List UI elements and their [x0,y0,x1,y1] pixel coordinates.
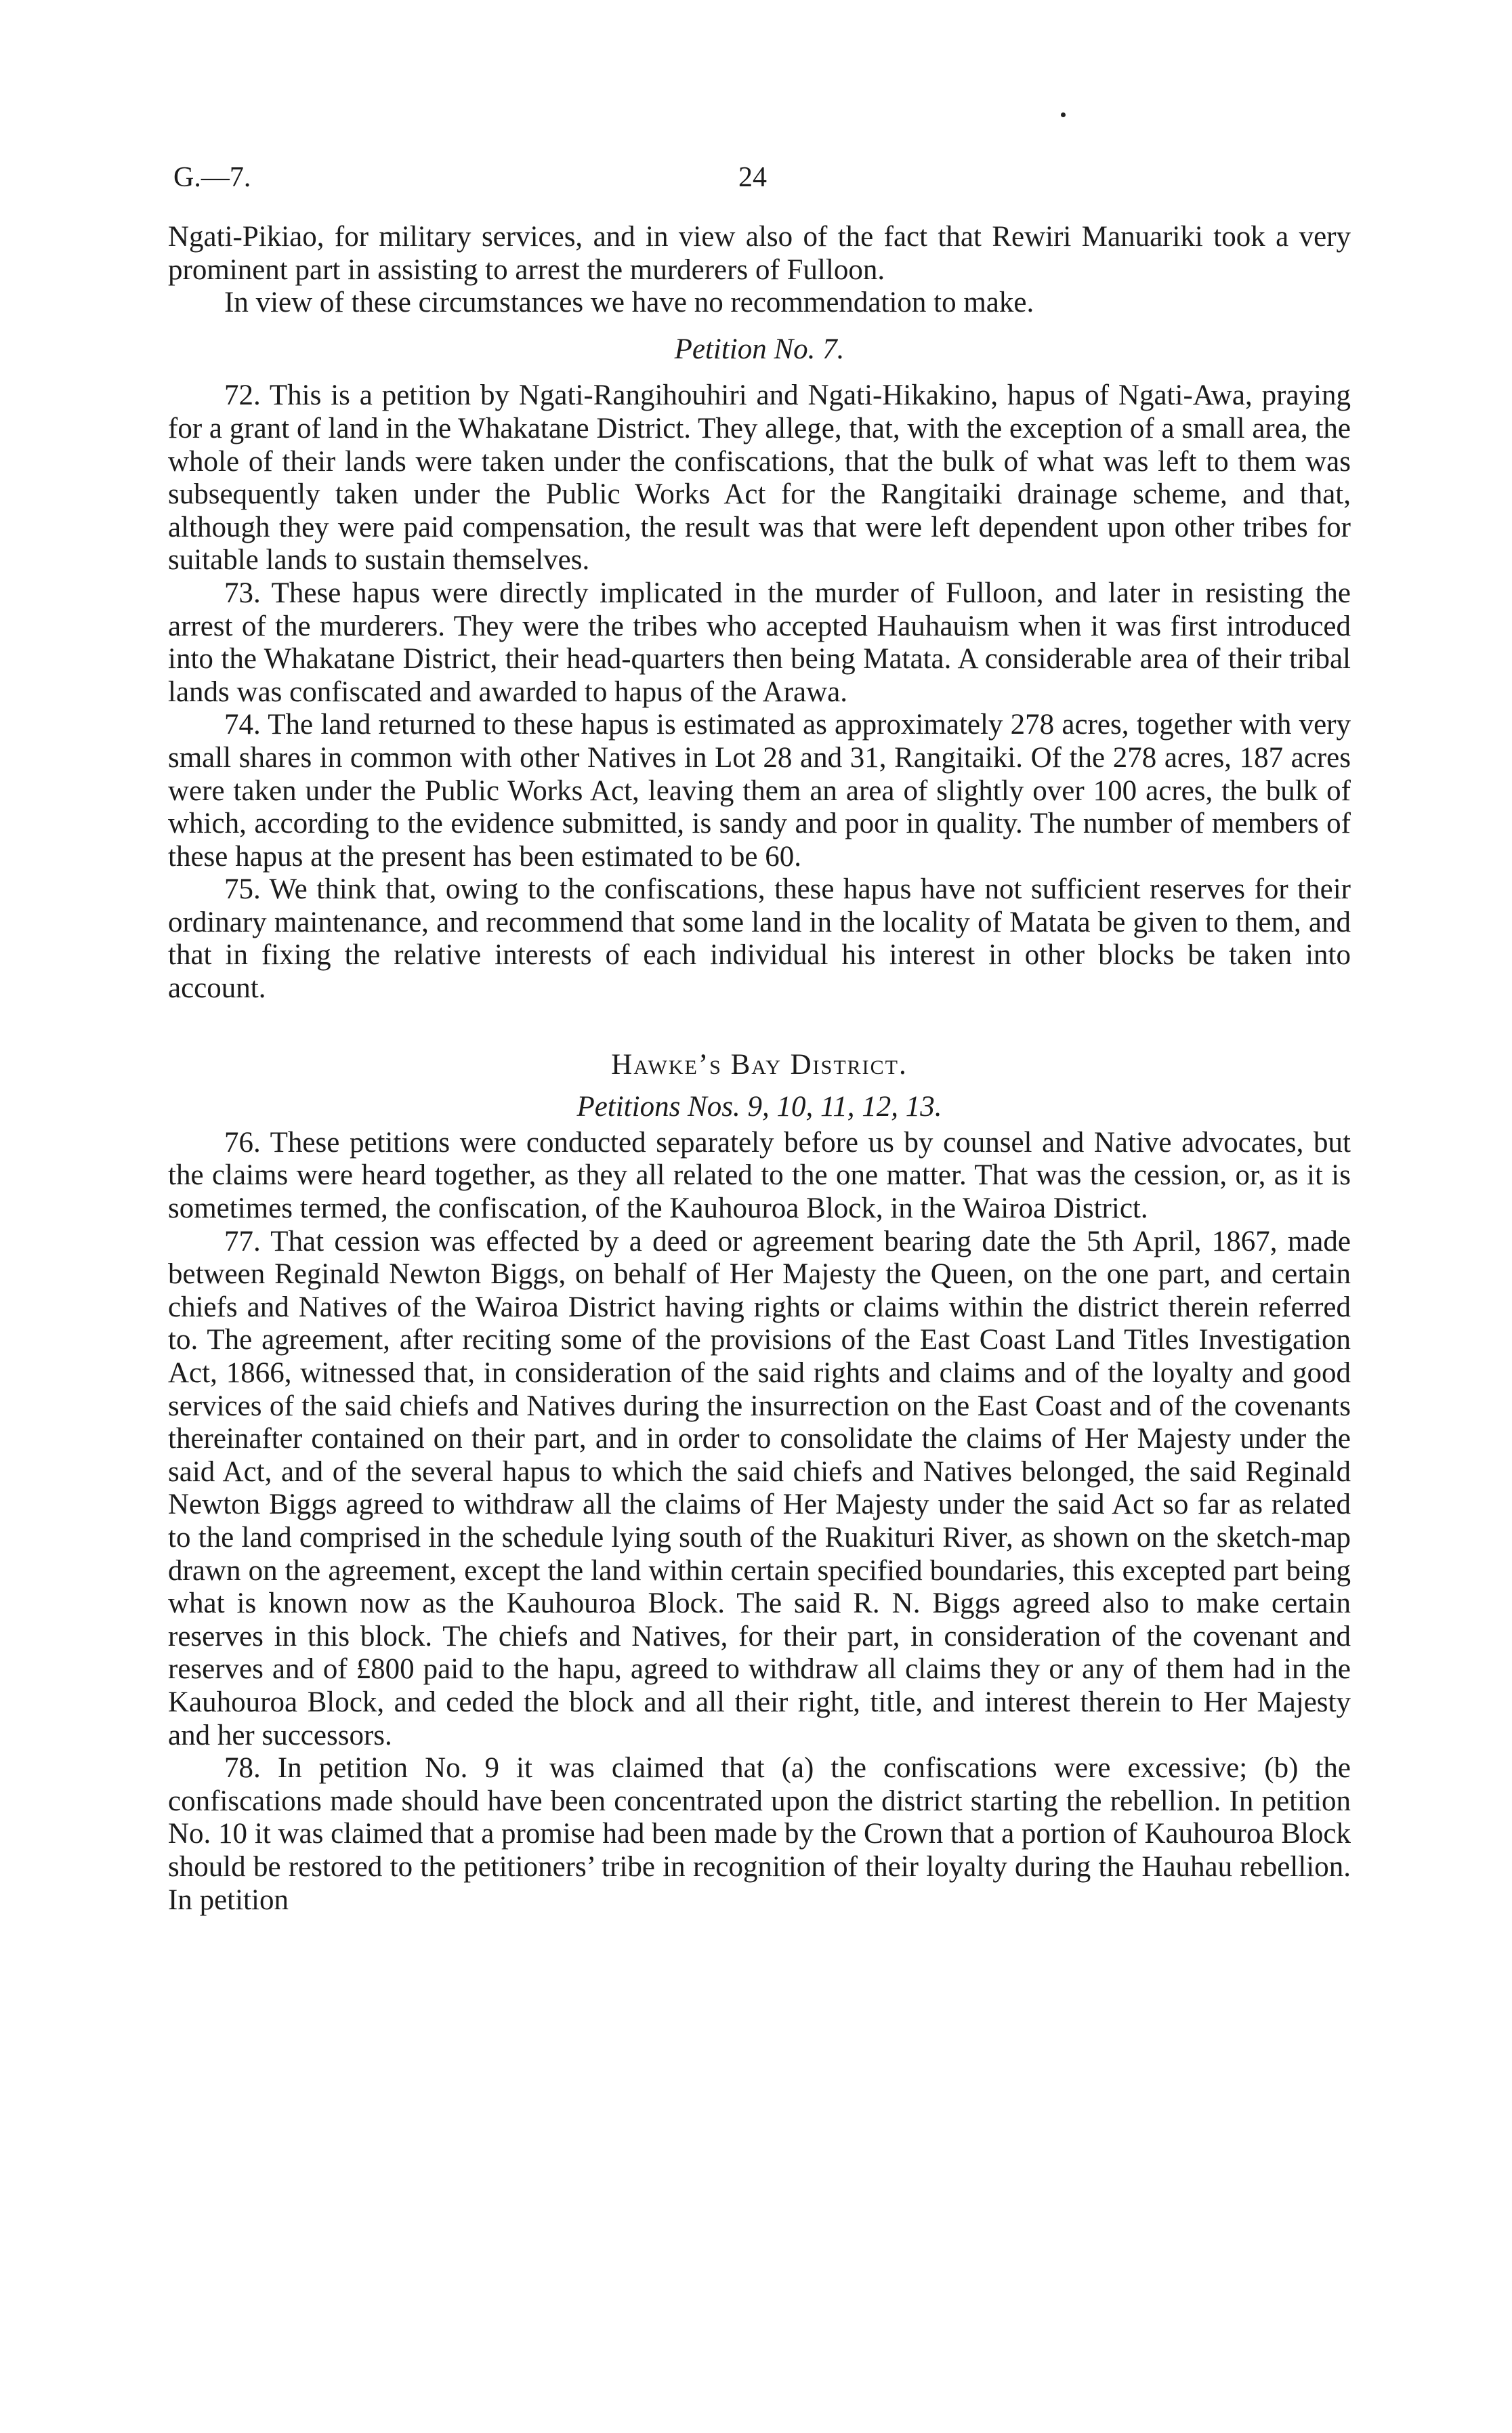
paragraph-text: These hapus were directly implicated in the murder of Fulloon, and later in resisting the arrest of the murderers. They were the tribes who accepted Hauhauism when it was first introduced into the Whakatane District, their head-quarters then being Matata. A considerable area of their tribal lands was confiscated and awarded to hapus of the Arawa. [168,577,1351,708]
heading-petitions-9-13: Petitions Nos. 9, 10, 11, 12, 13. [576,1091,942,1123]
paragraph-text: This is a petition by Ngati-Rangihouhiri and Ngati-Hikakino, hapus of Ngati-Awa, praying for a grant of land in the Whakatane District. They allege, that, with the exception of a small area, the whole of their lands were taken under the confiscations, that the bulk of what was left to them was subsequently taken under the Public Works Act for the Rangitaiki drainage scheme, and that, although they were paid compensation, the result was that were left dependent upon other tribes for suitable lands to sustain themselves. [168,379,1351,577]
paragraph-number: 77. [224,1225,261,1257]
paragraph-75 [168,873,1351,1005]
paragraph-text: We think that, owing to the confiscations, these hapus have not sufficient reserves for their ordinary maintenance, and recommend that some land in the locality of Matata be given to them, and that in fixing the relative interests of each individual his interest in other blocks be taken into account. [168,873,1351,1005]
heading-petition-7: Petition No. 7. [674,333,845,365]
page-header [168,154,1351,195]
paragraph-no-recommendation: In view of these circumstances we have no recommendation to make. [224,287,1034,319]
paragraph-text: In petition No. 9 it was claimed that (a) the confiscations were excessive; (b) the confiscations made should have been concentrated upon the district starting the rebellion. In petition No. 10 it was claimed that a promise had been made by the Crown that a portion of Kauhouroa Block should be restored to the petitioners’ tribe in recognition of their loyalty during the Hauhau rebellion. In petition [168,1752,1351,1916]
paragraph-72 [168,379,1351,577]
ink-speck [1061,112,1066,117]
paragraph-text: These petitions were conducted separately before us by counsel and Native advocates, but the claims were heard together, as they all related to the one matter. That was the cession, or, as it is sometimes termed, the confiscation, of the Kauhouroa Block, in the Wairoa District. [168,1126,1351,1225]
paragraph-intro: Ngati-Pikiao, for military services, and in view also of the fact that Rewiri Manuariki took a very prominent part in assisting to arrest the murderers of Fulloon. [168,221,1351,286]
paragraph-number: 75. [224,873,261,906]
body-text [168,221,1351,1917]
paragraph-number: 74. [224,709,261,741]
paragraph-74 [168,709,1351,873]
document-page [168,0,1351,2433]
paragraph-text: The land returned to these hapus is estimated as approximately 278 acres, together with very small shares in common with other Natives in Lot 28 and 31, Rangitaiki. Of the 278 acres, 187 acres were taken under the Public Works Act, leaving them an area of slightly over 100 acres, the bulk of which, according to the evidence submitted, is sandy and poor in quality. The number of members of these hapus at the present has been estimated to be 60. [168,709,1351,873]
heading-hawkes-bay-district: Hawke’s Bay District. [611,1048,908,1081]
paragraph-73 [168,577,1351,709]
paragraph-number: 76. [224,1126,261,1159]
document-code: G.—7. [173,162,251,193]
paragraph-78 [168,1752,1351,1917]
page-number: 24 [738,162,767,193]
paragraph-77 [168,1226,1351,1753]
paragraph-number: 78. [224,1752,261,1785]
paragraph-number: 72. [224,379,261,412]
paragraph-76 [168,1127,1351,1226]
paragraph-number: 73. [224,577,261,609]
paragraph-text: That cession was effected by a deed or agreement bearing date the 5th April, 1867, made between Reginald Newton Biggs, on behalf of Her Majesty the Queen, on the one part, and certain chiefs and Natives of the Wairoa District having rights or claims within the district therein referred to. The agreement, after reciting some of the provisions of the East Coast Land Titles Investigation Act, 1866, witnessed that, in consideration of the said rights and claims and of the loyalty and good services of the said chiefs and Natives during the insurrection on the East Coast and of the covenants thereinafter contained on their part, and in order to consolidate the claims of Her Majesty under the said Act, and of the several hapus to which the said chiefs and Natives belonged, the said Reginald Newton Biggs agreed to withdraw all the claims of Her Majesty under the said Act so far as related to the land comprised in the schedule lying south of the Ruakituri River, as shown on the sketch-map drawn on the agreement, except the land within certain specified boundaries, this excepted part being what is known now as the Kauhouroa Block. The said R. N. Biggs agreed also to make certain reserves in this block. The chiefs and Natives, for their part, in consideration of the covenant and reserves and of £800 paid to the hapu, agreed to withdraw all claims they or any of them had in the Kauhouroa Block, and ceded the block and all their right, title, and interest therein to Her Majesty and her successors. [168,1225,1351,1751]
